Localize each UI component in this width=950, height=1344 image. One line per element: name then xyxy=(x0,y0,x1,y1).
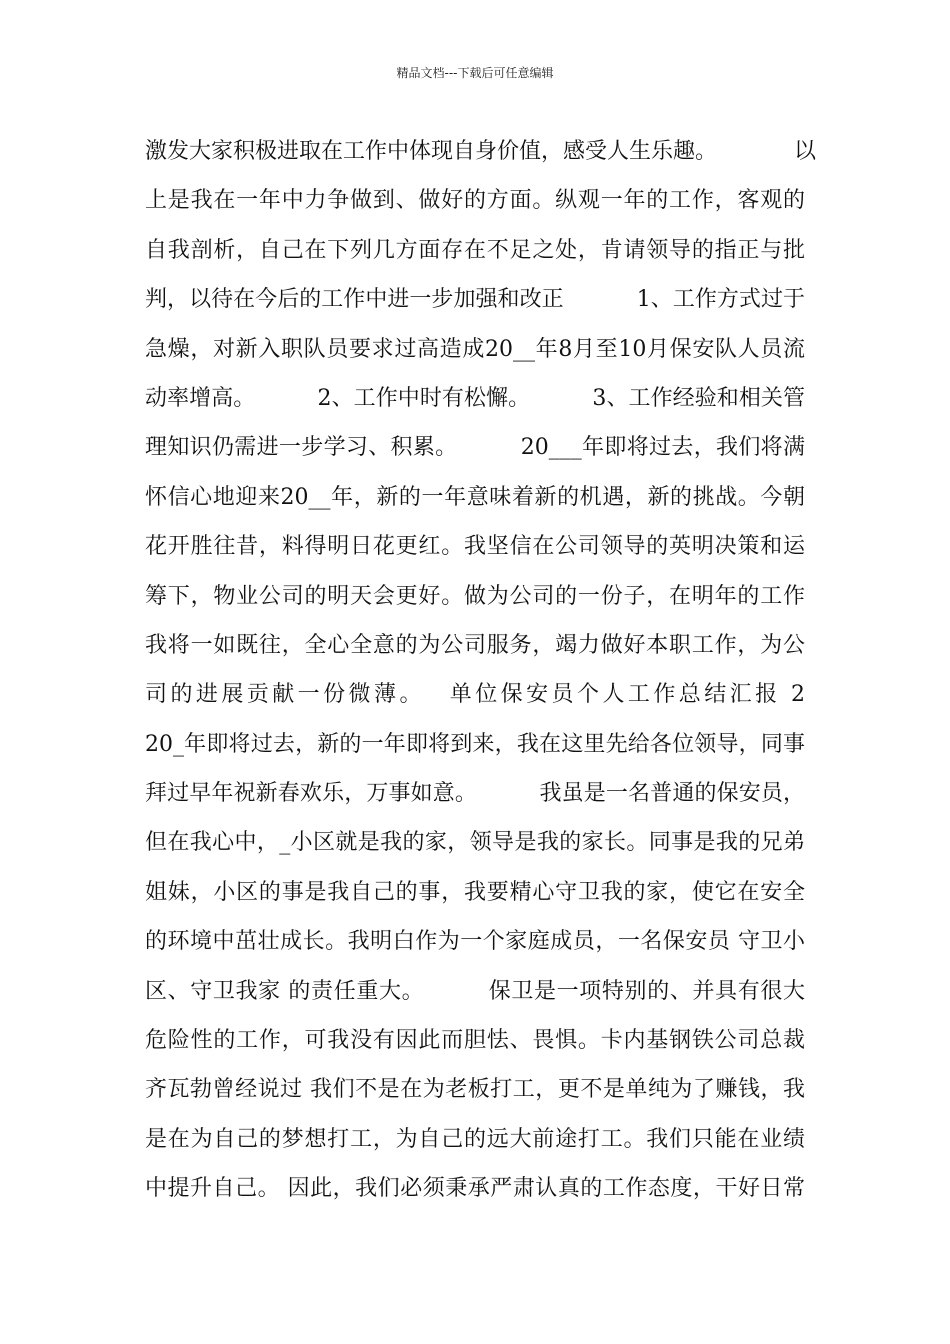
text-line: 但在我心中，_小区就是我的家，领导是我的家长。同事是我的兄弟 xyxy=(145,830,805,856)
text-line: 的环境中茁壮成长。我明白作为一个家庭成员，一名保安员 守卫小 xyxy=(145,929,805,955)
text-line: 上是我在一年中力争做到、做好的方面。纵观一年的工作，客观的 xyxy=(145,188,805,214)
text-line: 20_年即将过去，新的一年即将到来，我在这里先给各位领导，同事 xyxy=(145,731,805,757)
text-line: 怀信心地迎来20__年，新的一年意味着新的机遇，新的挑战。今朝 xyxy=(145,484,805,510)
text-line: 急燥，对新入职队员要求过高造成20__年8月至10月保安队人员流 xyxy=(145,336,805,362)
text-line: 区、守卫我家 的责任重大。 保卫是一项特别的、并具有很大 xyxy=(145,978,805,1004)
text-line: 我将一如既往，全心全意的为公司服务，竭力做好本职工作，为公 xyxy=(145,632,805,658)
text-line: 判，以待在今后的工作中进一步加强和改正 1、工作方式过于 xyxy=(145,287,805,313)
text-line: 花开胜往昔，料得明日花更红。我坚信在公司领导的英明决策和运 xyxy=(145,534,805,560)
text-line: 姐妹，小区的事是我自己的事，我要精心守卫我的家，使它在安全 xyxy=(145,879,805,905)
body-text xyxy=(145,132,817,1219)
text-line: 动率增高。 2、工作中时有松懈。 3、工作经验和相关管 xyxy=(145,385,805,411)
text-line: 自我剖析，自己在下列几方面存在不足之处，肯请领导的指正与批 xyxy=(145,237,805,263)
text-line: 是在为自己的梦想打工，为自己的远大前途打工。我们只能在业绩 xyxy=(145,1126,805,1152)
text-line: 筹下，物业公司的明天会更好。做为公司的一份子，在明年的工作 xyxy=(145,583,805,609)
text-line: 理知识仍需进一步学习、积累。 20___年即将过去，我们将满 xyxy=(145,435,805,461)
text-line: 司的进展贡献一份微薄。 单位保安员个人工作总结汇报 2 xyxy=(145,682,805,708)
text-line: 危险性的工作，可我没有因此而胆怯、畏惧。卡内基钢铁公司总裁 xyxy=(145,1028,805,1054)
text-line: 拜过早年祝新春欢乐，万事如意。 我虽是一名普通的保安员， xyxy=(145,781,805,807)
text-line: 激发大家积极进取在工作中体现自身价值，感受人生乐趣。 以 xyxy=(145,139,817,164)
page-header: 精品文档---下载后可任意编辑 xyxy=(396,66,554,80)
text-line: 齐瓦勃曾经说过 我们不是在为老板打工，更不是单纯为了赚钱，我 xyxy=(145,1077,805,1103)
text-line: 中提升自己。 因此，我们必须秉承严肃认真的工作态度，干好日常 xyxy=(145,1176,805,1202)
